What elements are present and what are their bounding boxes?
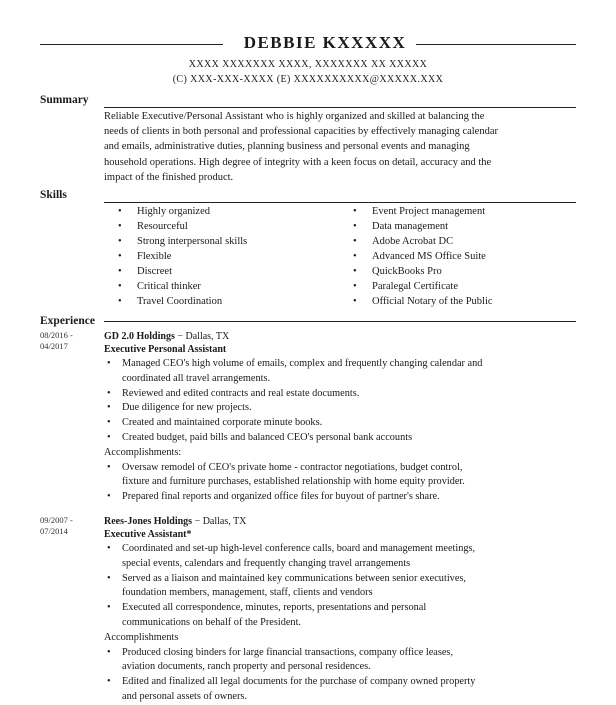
accomplishment: • Prepared final reports and organized office files for buyout of partner's share. <box>104 490 580 505</box>
job-title: Executive Personal Assistant <box>104 344 227 355</box>
job-body <box>104 330 580 505</box>
job-duties <box>104 357 580 446</box>
job-location: Dallas, TX <box>202 516 247 527</box>
skill-item: • Official Notary of the Public <box>351 294 493 309</box>
job-company: GD 2.0 Holdings <box>104 331 175 342</box>
accomplishment <box>104 646 580 676</box>
job-duty: • Reviewed and edited contracts and real estate documents. <box>104 387 580 402</box>
summary-line: needs of clients in both personal and professional capacities by effectively managing calendar <box>104 126 498 138</box>
accomplishment-text: Oversaw remodel of CEO's private home - contractor negotiations, budget control, <box>122 461 463 473</box>
job-dates <box>40 330 100 352</box>
job-company-row <box>104 515 580 528</box>
address-line: XXXX XXXXXXX XXXX, XXXXXXX XX XXXXX <box>188 59 428 70</box>
job-date-start: 08/2016 - <box>40 330 73 340</box>
skill-item: • Resourceful <box>116 219 247 234</box>
skill-item: • Paralegal Certificate <box>351 279 493 294</box>
accomplishment-text: aviation documents, ranch property and personal residences. <box>122 661 371 673</box>
company-location-separator: − <box>177 331 186 342</box>
accomplishment <box>104 461 580 491</box>
duty-text: foundation members, management, staff, clients and vendors <box>122 587 373 599</box>
skill-item: • Flexible <box>116 249 247 264</box>
duty-text: coordinated all travel arrangements. <box>122 372 271 384</box>
skills-list-left <box>116 204 247 309</box>
contact-line: (C) XXX-XXX-XXXX (E) XXXXXXXXXX@XXXXX.XXX <box>172 74 444 85</box>
name-divider-right <box>416 44 576 45</box>
summary-line: impact of the finished product. <box>104 171 234 183</box>
skills-rule <box>104 202 576 203</box>
job-location: Dallas, TX <box>185 331 230 342</box>
summary-line: and emails, administrative duties, planning business and personal events and managing <box>104 141 470 153</box>
candidate-name: DEBBIE KXXXXX <box>243 33 407 52</box>
accomplishment-text: Edited and finalized all legal documents for the purchase of company owned property <box>122 676 476 688</box>
job-date-end: 07/2014 <box>40 526 68 536</box>
skill-item: • Strong interpersonal skills <box>116 234 247 249</box>
job-duty: • Created and maintained corporate minute books. <box>104 416 580 431</box>
experience-heading: Experience <box>40 315 95 327</box>
accomplishment-text: and personal assets of owners. <box>122 690 247 702</box>
duty-text: Executed all correspondence, minutes, reports, presentations and personal <box>122 602 427 614</box>
accomplishments-label: Accomplishments: <box>104 446 182 458</box>
skill-item: • Data management <box>351 219 493 234</box>
duty-text: communications on behalf of the President. <box>122 616 302 628</box>
job-duty <box>104 601 580 631</box>
summary-line: Reliable Executive/Personal Assistant who is highly organized and skilled at balancing the <box>104 111 485 122</box>
summary-heading: Summary <box>40 94 89 106</box>
job-company: Rees-Jones Holdings <box>104 516 193 527</box>
job-duty: • Due diligence for new projects. <box>104 401 580 416</box>
duty-text: Managed CEO's high volume of emails, complex and frequently changing calendar and <box>122 358 483 369</box>
job-date-start: 09/2007 - <box>40 515 73 525</box>
job-date-end: 04/2017 <box>40 341 68 351</box>
skill-item: • Adobe Acrobat DC <box>351 234 493 249</box>
job-duties <box>104 542 580 631</box>
accomplishment-text: fixture and furniture purchases, established relationship with home equity provider. <box>122 476 465 488</box>
job-company-row <box>104 330 580 343</box>
company-location-separator: − <box>194 516 203 527</box>
skill-item: • Highly organized <box>116 204 247 219</box>
name-divider-left <box>40 44 223 45</box>
skill-item: • Advanced MS Office Suite <box>351 249 493 264</box>
skills-heading: Skills <box>40 189 67 201</box>
name-row <box>40 33 576 57</box>
job-duty <box>104 357 580 387</box>
summary-line: household operations. High degree of integrity with a keen focus on detail, accuracy and the <box>104 156 492 168</box>
job-duty <box>104 542 580 572</box>
job-duty: • Created budget, paid bills and balanced CEO's personal bank accounts <box>104 431 580 446</box>
job-duty <box>104 572 580 602</box>
job-accomplishments <box>104 461 580 505</box>
accomplishment-text: Produced closing binders for large financial transactions, company office leases, <box>122 646 454 658</box>
skill-item: • Discreet <box>116 264 247 279</box>
job-accomplishments <box>104 646 580 705</box>
skills-list-right <box>351 204 493 309</box>
duty-text: Coordinated and set-up high-level conference calls, board and management meetings, <box>122 543 476 554</box>
job-dates <box>40 515 100 537</box>
job-title: Executive Assistant* <box>104 529 192 540</box>
duty-text: special events, calendars and frequently changing travel arrangements <box>122 557 411 569</box>
accomplishment <box>104 675 580 705</box>
experience-rule <box>104 321 576 322</box>
duty-text: Served as a liaison and maintained key communications between senior executives, <box>122 572 466 584</box>
job-body <box>104 515 580 705</box>
skill-item: • QuickBooks Pro <box>351 264 493 279</box>
skill-item: • Critical thinker <box>116 279 247 294</box>
accomplishments-label: Accomplishments <box>104 631 179 643</box>
skill-item: • Travel Coordination <box>116 294 247 309</box>
summary-rule <box>104 107 576 108</box>
skill-item: • Event Project management <box>351 204 493 219</box>
summary-text <box>104 109 576 185</box>
